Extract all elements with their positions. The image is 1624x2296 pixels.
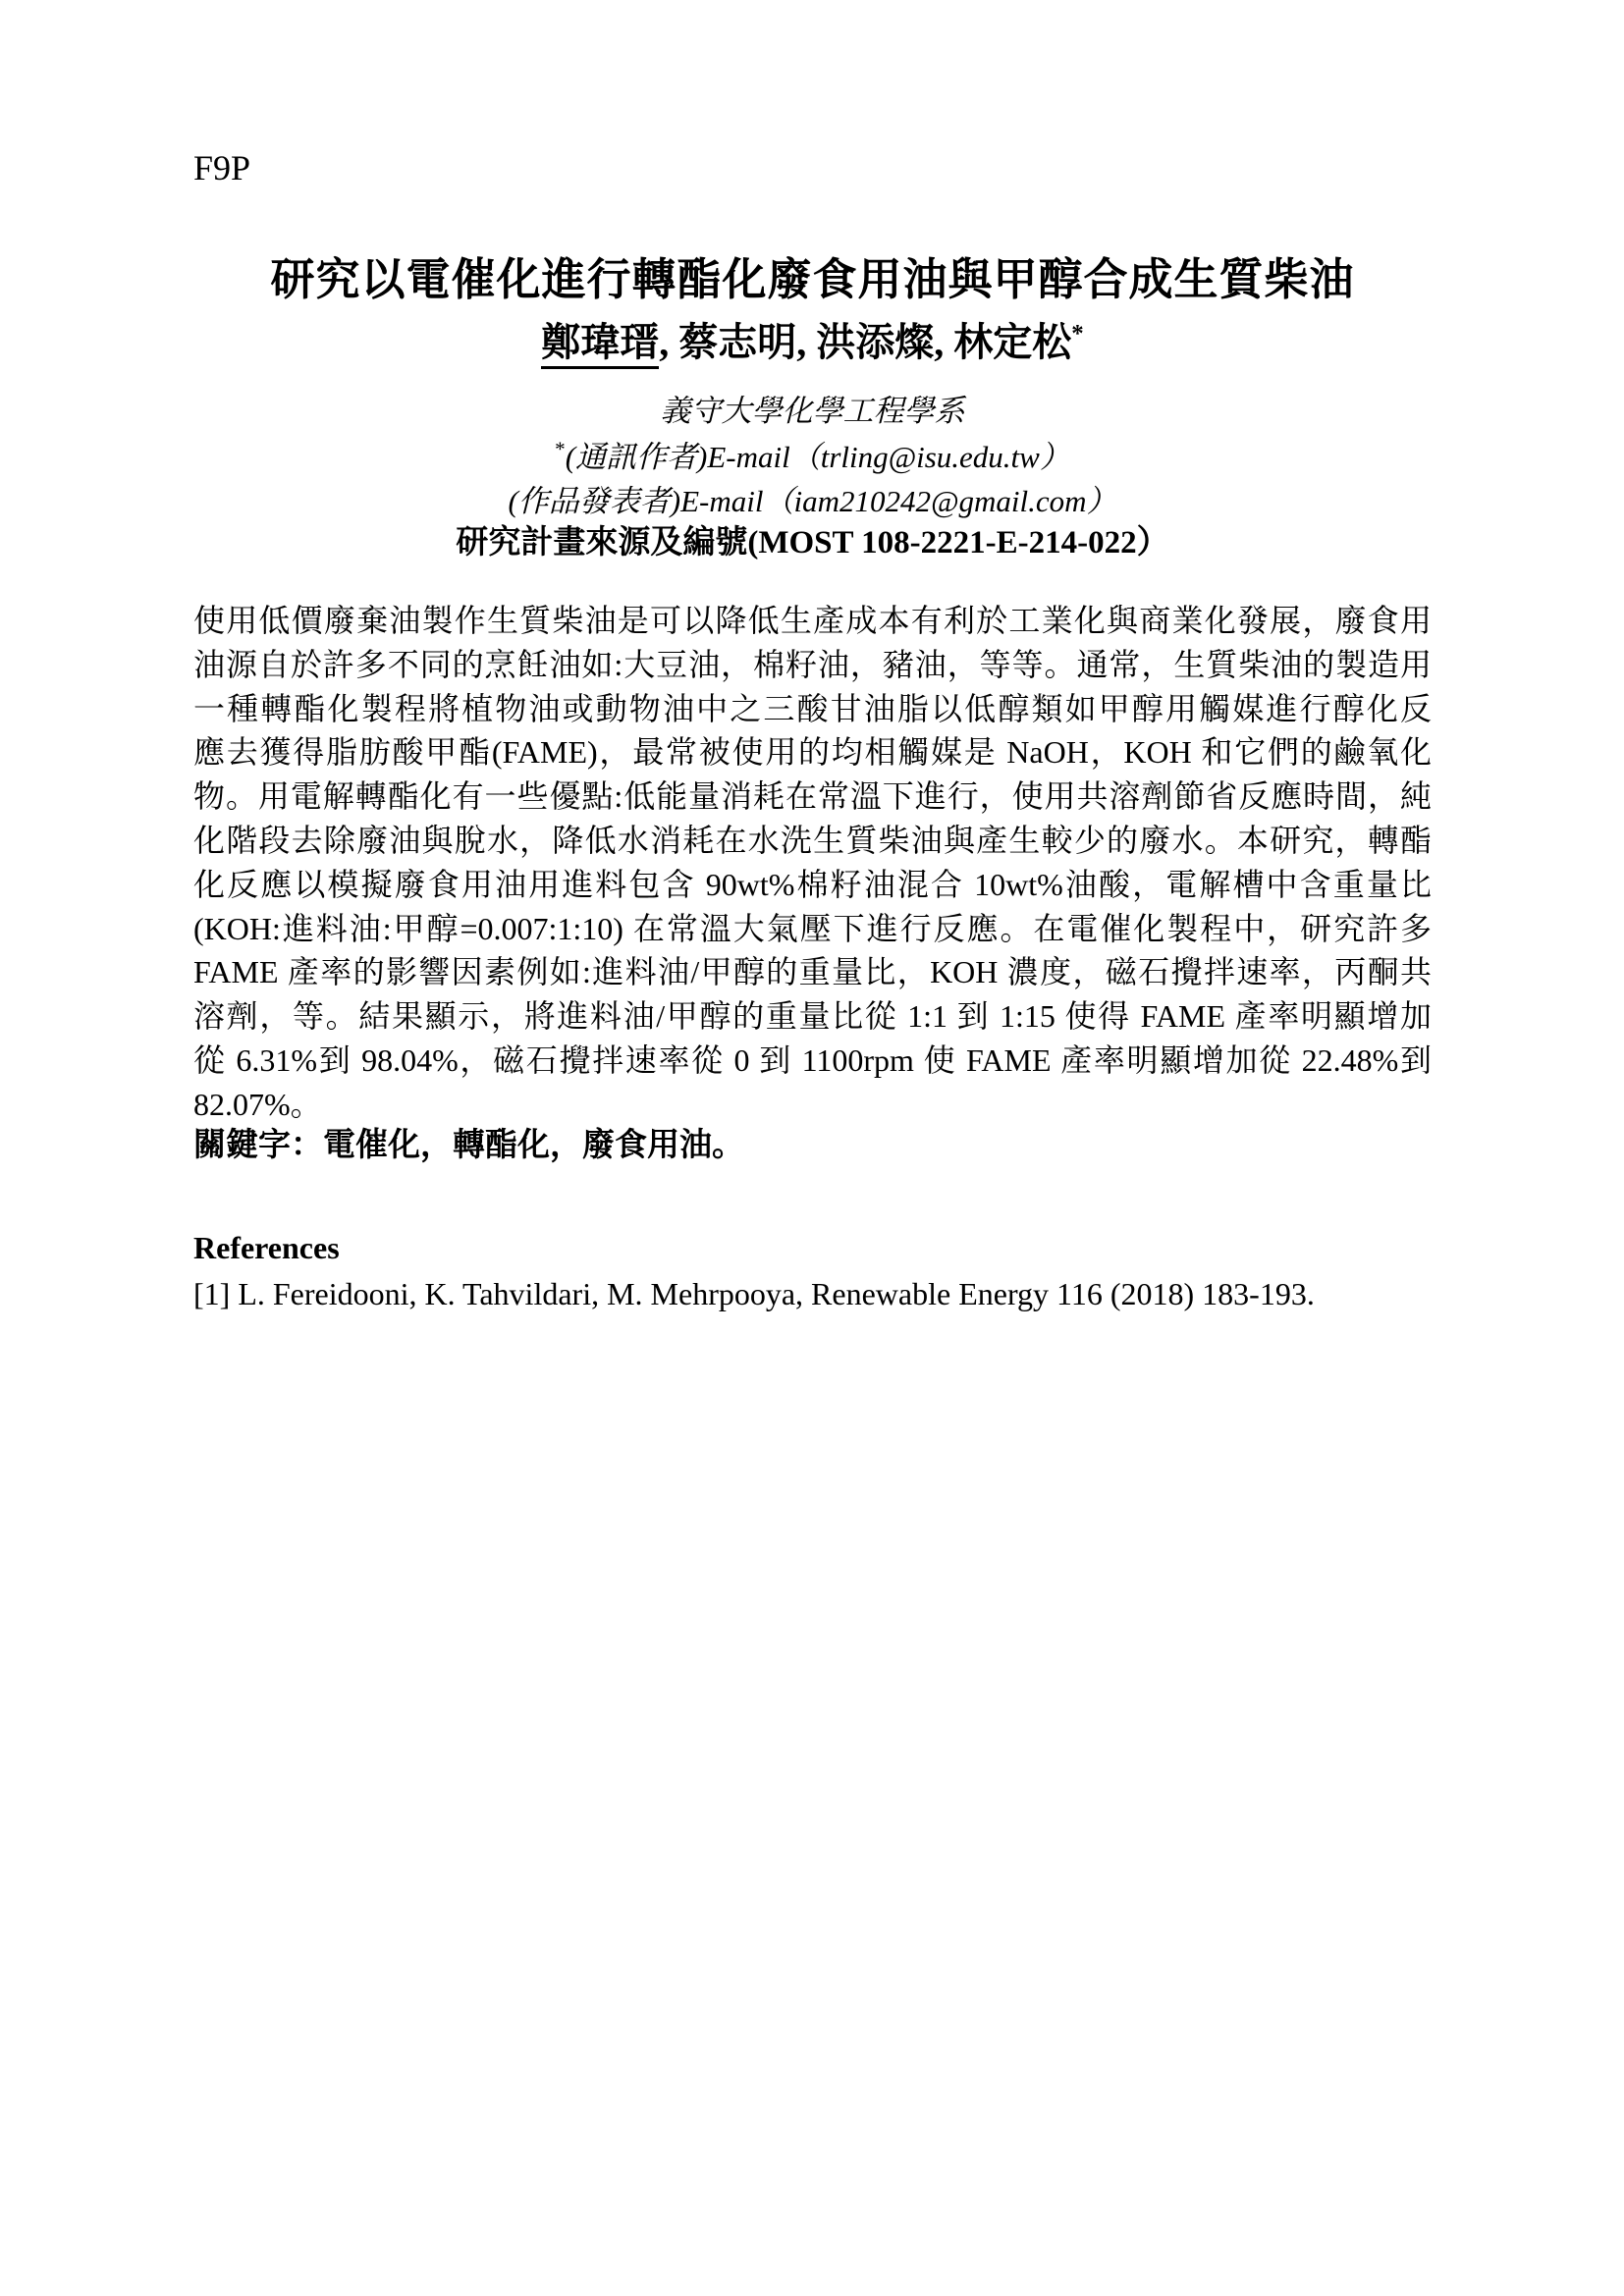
abstract-line: 化階段去除廢油與脫水，降低水消耗在水洗生質柴油與產生較少的廢水。本研究，轉酯 (193, 822, 1432, 858)
abstract-line: 應去獲得脂肪酸甲酯(FAME)，最常被使用的均相觸媒是 NaOH，KOH 和它們的鹼氧化 (193, 734, 1432, 771)
abstract-line: 油源自於許多不同的烹飪油如:大豆油，棉籽油，豬油，等等。通常，生質柴油的製造用 (193, 646, 1432, 682)
page-label: F9P (193, 148, 251, 187)
grant-number-line: 研究計畫來源及編號(MOST 108-2221-E-214-022） (456, 525, 1169, 561)
reference-item: [1] L. Fereidooni, K. Tahvildari, M. Mehrpooya, Renewable Energy 116 (2018) 183-193. (193, 1276, 1315, 1311)
abstract-line: 使用低價廢棄油製作生質柴油是可以降低生產成本有利於工業化與商業化發展，廢食用 (193, 603, 1432, 638)
abstract-line: 82.07%。 (193, 1086, 322, 1122)
abstract-paragraph (193, 599, 1432, 1127)
corresponding-email-text: (通訊作者)E-mail（trling@isu.edu.tw） (565, 440, 1070, 474)
abstract-line: 一種轉酯化製程將植物油或動物油中之三酸甘油脂以低醇類如甲醇用觸媒進行醇化反 (193, 690, 1432, 726)
abstract-line: (KOH:進料油:甲醇=0.007:1:10) 在常溫大氣壓下進行反應。在電催化製程中，研究許多 (193, 910, 1432, 946)
abstract-line: FAME 產率的影響因素例如:進料油/甲醇的重量比，KOH 濃度，磁石攪拌速率，丙酮共 (193, 954, 1432, 990)
authors-rest: , 蔡志明, 洪添燦, 林定松 (659, 320, 1072, 364)
presenter-email-line: (作品發表者)E-mail（iam210242@gmail.com） (508, 484, 1117, 518)
corresponding-email-asterisk: * (555, 437, 566, 461)
paper-title: 研究以電催化進行轉酯化廢食用油與甲醇合成生質柴油 (270, 255, 1355, 304)
abstract-line: 物。用電解轉酯化有一些優點:低能量消耗在常溫下進行，使用共溶劑節省反應時間，純 (193, 778, 1432, 815)
affiliation: 義守大學化學工程學系 (660, 394, 965, 428)
abstract-line: 化反應以模擬廢食用油用進料包含 90wt%棉籽油混合 10wt%油酸，電解槽中含重量比 (193, 866, 1432, 902)
authors-line (193, 318, 1432, 367)
keywords-line: 關鍵字：電催化，轉酯化，廢食用油。 (193, 1128, 744, 1163)
references-heading: References (193, 1230, 340, 1265)
corresponding-email-line (193, 439, 1432, 475)
corresponding-author-mark: * (1071, 320, 1084, 347)
abstract-line: 從 6.31%到 98.04%，磁石攪拌速率從 0 到 1100rpm 使 FAME 產率明顯增加從 22.48%到 (193, 1041, 1432, 1078)
first-author-underlined: 鄭瑋瑨 (541, 320, 659, 369)
abstract-line: 溶劑，等。結果顯示，將進料油/甲醇的重量比從 1:1 到 1:15 使得 FAME 產率明顯增加 (193, 998, 1432, 1035)
